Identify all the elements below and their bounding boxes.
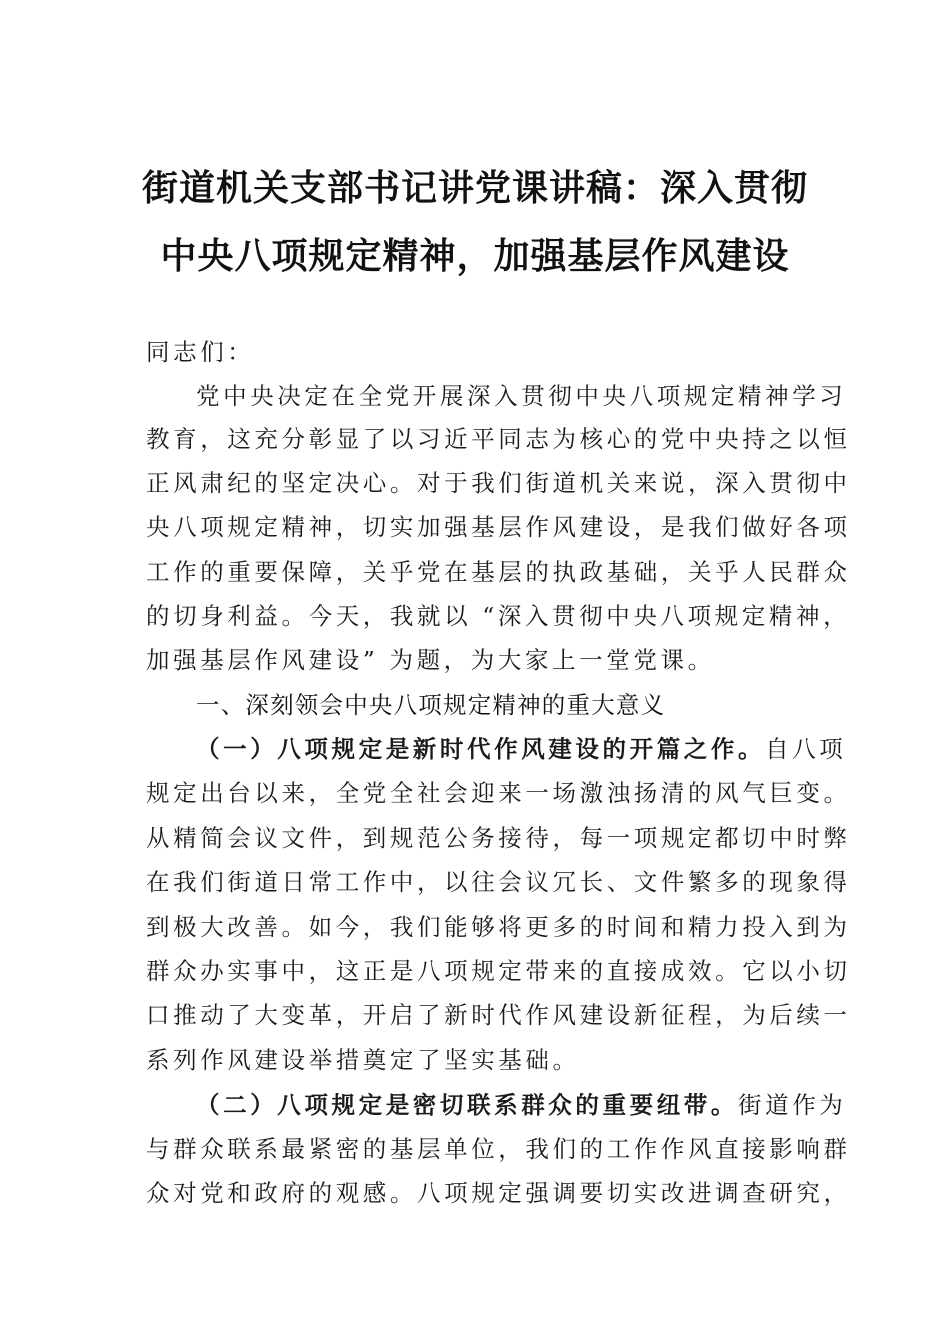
subsection-1-first-line-rest: 自八项 <box>765 735 847 763</box>
subsection-2-first-line-rest: 街道作为 <box>738 1091 847 1119</box>
salutation: 同志们： <box>146 338 255 366</box>
document-title-line-2: 中央八项规定精神，加强基层作风建设 <box>160 235 790 277</box>
subsection-1-first-line <box>196 734 866 764</box>
subsection-1-line-4: 在我们街道日常工作中，以往会议冗长、文件繁多的现象得 <box>146 868 851 896</box>
intro-line-2: 教育，这充分彰显了以习近平同志为核心的党中央持之以恒 <box>146 425 851 453</box>
subsection-1-line-6: 群众办实事中，这正是八项规定带来的直接成效。它以小切 <box>146 957 851 985</box>
subsection-1-line-8: 系列作风建设举措奠定了坚实基础。 <box>146 1046 580 1074</box>
intro-line-4: 央八项规定精神，切实加强基层作风建设，是我们做好各项 <box>146 513 851 541</box>
subsection-2-first-line <box>196 1090 866 1120</box>
subsection-1-line-2: 规定出台以来，全党全社会迎来一场激浊扬清的风气巨变。 <box>146 779 851 807</box>
subsection-2-line-3: 众对党和政府的观感。八项规定强调要切实改进调查研究， <box>146 1179 851 1207</box>
document-title-line-1: 街道机关支部书记讲党课讲稿：深入贯彻 <box>141 167 808 209</box>
subsection-2-heading: （二）八项规定是密切联系群众的重要纽带。 <box>196 1091 738 1119</box>
intro-line-5: 工作的重要保障，关乎党在基层的执政基础，关乎人民群众 <box>146 558 851 586</box>
subsection-2-line-2: 与群众联系最紧密的基层单位，我们的工作作风直接影响群 <box>146 1135 851 1163</box>
subsection-1-line-5: 到极大改善。如今，我们能够将更多的时间和精力投入到为 <box>146 913 851 941</box>
subsection-1-heading: （一）八项规定是新时代作风建设的开篇之作。 <box>196 735 766 763</box>
section-1-heading: 一、深刻领会中央八项规定精神的重大意义 <box>196 691 666 719</box>
intro-line-6: 的切身利益。今天，我就以 “深入贯彻中央八项规定精神， <box>146 602 851 630</box>
subsection-1-line-7: 口推动了大变革，开启了新时代作风建设新征程，为后续一 <box>146 1001 851 1029</box>
intro-line-3: 正风肃纪的坚定决心。对于我们街道机关来说，深入贯彻中 <box>146 469 851 497</box>
subsection-1-line-3: 从精简会议文件，到规范公务接待，每一项规定都切中时弊 <box>146 824 851 852</box>
intro-line-7: 加强基层作风建设” 为题，为大家上一堂党课。 <box>146 646 715 674</box>
intro-line-1: 党中央决定在全党开展深入贯彻中央八项规定精神学习 <box>196 382 847 410</box>
